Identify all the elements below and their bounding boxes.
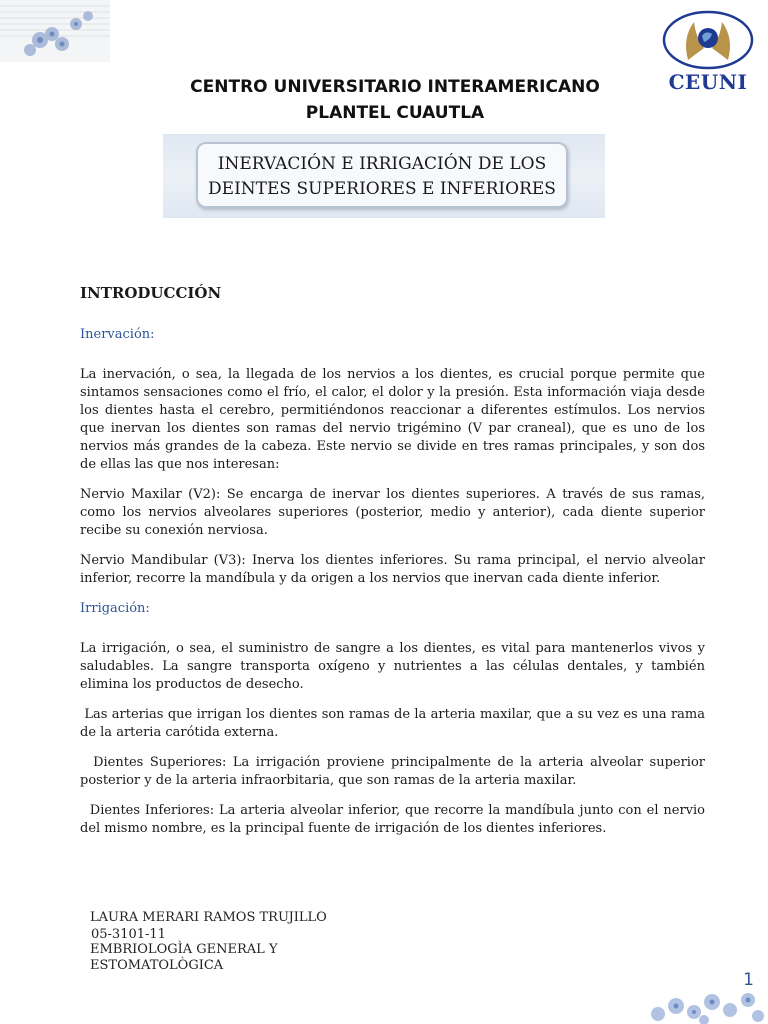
campus-name: PLANTEL CUAUTLA: [305, 103, 485, 123]
footer: [90, 910, 327, 974]
paragraph: Nervio Maxilar (V2): Se encarga de inervar los dientes superiores. A través de sus ramas, como los nervios alveolares superiores (posterior, medio y anterior), cada diente superior recibe su conexión nerviosa.: [80, 487, 705, 538]
page-number: 1: [743, 970, 754, 990]
title-banner: [163, 134, 605, 218]
ceuni-logo: [660, 8, 756, 96]
author-name: LAURA MERARI RAMOS TRUJILLO: [90, 910, 327, 925]
intro-heading: INTRODUCCIÓN: [80, 284, 222, 302]
paragraph: Las arterias que irrigan los dientes son ramas de la arteria maxilar, que a su vez es una rama de la arteria carótida externa.: [80, 707, 710, 740]
document-body: [80, 282, 710, 850]
paragraph: Nervio Mandibular (V3): Inerva los dientes inferiores. Su rama principal, el nervio alveolar inferior, recorre la mandíbula y da origen a los nervios que inervan cada diente inferior.: [80, 553, 705, 586]
inervacion-heading: Inervación:: [80, 327, 155, 342]
flower-decoration-icon: [0, 0, 110, 62]
document-title-line2: DEINTES SUPERIORES E INFERIORES: [208, 179, 556, 199]
ceuni-logo-icon: [660, 8, 756, 70]
subject-line1: EMBRIOLOGÌA GENERAL Y: [90, 942, 278, 957]
subject-line2: ESTOMATOLÒGICA: [90, 958, 224, 973]
logo-text: CEUNI: [668, 70, 748, 94]
paragraph: Dientes Inferiores: La arteria alveolar inferior, que recorre la mandíbula junto con el nervio del mismo nombre, es la principal fuente de irrigación de los dientes inferiores.: [80, 803, 710, 836]
flower-decoration-icon: [638, 978, 768, 1024]
irrigacion-heading: Irrigación:: [80, 601, 150, 616]
paragraph: La inervación, o sea, la llegada de los nervios a los dientes, es crucial porque permite que sintamos sensaciones como el frío, el calor, el dolor y la presión. Esta información viaja desde los dientes hasta el cerebro, permitiéndonos reaccionar a diferentes estímulos. Los nervios que inervan los dientes son ramas del nervio trigémino (V par craneal), que es uno de los nervios más grandes de la cabeza. Este nervio se divide en tres ramas principales, y son dos de ellas las que nos interesan:: [80, 367, 705, 472]
institution-heading: [150, 74, 640, 126]
title-box: [196, 142, 568, 208]
student-code: 05-3101-11: [91, 927, 166, 942]
paragraph: Dientes Superiores: La irrigación proviene principalmente de la arteria alveolar superior posterior y de la arteria infraorbitaria, que son ramas de la arteria maxilar.: [80, 755, 710, 788]
paragraph: La irrigación, o sea, el suministro de sangre a los dientes, es vital para mantenerlos vivos y saludables. La sangre transporta oxígeno y nutrientes a las células dentales, y también elimina los productos de desecho.: [80, 641, 705, 692]
document-title-line1: INERVACIÓN E IRRIGACIÓN DE LOS: [217, 154, 547, 174]
institution-name: CENTRO UNIVERSITARIO INTERAMERICANO: [190, 77, 600, 97]
